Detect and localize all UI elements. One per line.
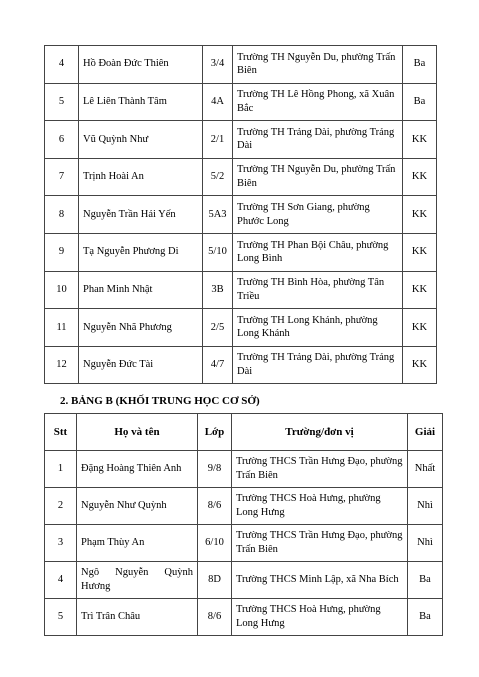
- stt-cell: 10: [45, 271, 79, 309]
- table-row: [45, 158, 437, 196]
- name-cell: Nguyễn Trần Hải Yến: [79, 196, 203, 234]
- unit-cell: Trường TH Lê Hồng Phong, xã Xuân Bắc: [233, 83, 403, 121]
- award-cell: KK: [403, 271, 437, 309]
- stt-cell: 9: [45, 233, 79, 271]
- header-stt: Stt: [45, 414, 77, 451]
- stt-cell: 7: [45, 158, 79, 196]
- table-row: [45, 309, 437, 347]
- stt-cell: 11: [45, 309, 79, 347]
- award-cell: Nhì: [408, 525, 443, 562]
- award-cell: KK: [403, 196, 437, 234]
- table-row: [45, 46, 437, 84]
- unit-cell: Trường TH Phan Bội Châu, phường Long Bình: [233, 233, 403, 271]
- award-cell: Nhì: [408, 488, 443, 525]
- award-cell: KK: [403, 121, 437, 159]
- name-cell: Tạ Nguyễn Phương Di: [79, 233, 203, 271]
- unit-cell: Trường THCS Trần Hưng Đạo, phường Trấn Biên: [232, 525, 408, 562]
- award-cell: Ba: [403, 83, 437, 121]
- stt-cell: 2: [45, 488, 77, 525]
- unit-cell: Trường TH Sơn Giang, phường Phước Long: [233, 196, 403, 234]
- unit-cell: Trường THCS Hoà Hưng, phường Long Hưng: [232, 488, 408, 525]
- class-cell: 8D: [198, 562, 232, 599]
- stt-cell: 12: [45, 346, 79, 384]
- class-cell: 6/10: [198, 525, 232, 562]
- award-cell: KK: [403, 346, 437, 384]
- table-row: [45, 525, 443, 562]
- table-row: [45, 562, 443, 599]
- stt-cell: 8: [45, 196, 79, 234]
- award-cell: Ba: [403, 46, 437, 84]
- table-row: [45, 196, 437, 234]
- table-row: [45, 271, 437, 309]
- award-cell: KK: [403, 158, 437, 196]
- table-row: [45, 599, 443, 636]
- class-cell: 2/1: [203, 121, 233, 159]
- class-cell: 3B: [203, 271, 233, 309]
- stt-cell: 5: [45, 599, 77, 636]
- table-b: [44, 413, 443, 636]
- stt-cell: 3: [45, 525, 77, 562]
- unit-cell: Trường TH Trảng Dài, phường Trảng Dài: [233, 121, 403, 159]
- class-cell: 4A: [203, 83, 233, 121]
- award-cell: KK: [403, 233, 437, 271]
- stt-cell: 1: [45, 451, 77, 488]
- unit-cell: Trường TH Bình Hòa, phường Tân Triều: [233, 271, 403, 309]
- name-cell: [77, 562, 198, 599]
- table-row: [45, 346, 437, 384]
- award-cell: KK: [403, 309, 437, 347]
- name-cell: Hồ Đoàn Đức Thiên: [79, 46, 203, 84]
- class-cell: 4/7: [203, 346, 233, 384]
- table-row: [45, 121, 437, 159]
- class-cell: 5/10: [203, 233, 233, 271]
- class-cell: 2/5: [203, 309, 233, 347]
- name-cell: Vũ Quỳnh Như: [79, 121, 203, 159]
- name-line-2: Hương: [81, 581, 111, 592]
- stt-cell: 4: [45, 46, 79, 84]
- table-row: [45, 83, 437, 121]
- table-a: [44, 45, 437, 384]
- class-cell: 8/6: [198, 599, 232, 636]
- table-header-row: [45, 414, 443, 451]
- stt-cell: 6: [45, 121, 79, 159]
- table-row: [45, 451, 443, 488]
- unit-cell: Trường THCS Hoà Hưng, phường Long Hưng: [232, 599, 408, 636]
- class-cell: 3/4: [203, 46, 233, 84]
- unit-cell: Trường TH Trảng Dài, phường Trảng Dài: [233, 346, 403, 384]
- class-cell: 5A3: [203, 196, 233, 234]
- section-heading: 2. BẢNG B (KHỐI TRUNG HỌC CƠ SỞ): [60, 395, 260, 407]
- name-cell: Nguyễn Nhã Phương: [79, 309, 203, 347]
- stt-cell: 5: [45, 83, 79, 121]
- unit-cell: Trường THCS Minh Lập, xã Nha Bích: [232, 562, 408, 599]
- name-cell: Phạm Thùy An: [77, 525, 198, 562]
- award-cell: Ba: [408, 562, 443, 599]
- name-line-1: Ngô Nguyễn Quỳnh: [81, 567, 193, 579]
- name-cell: Nguyễn Như Quỳnh: [77, 488, 198, 525]
- award-cell: Ba: [408, 599, 443, 636]
- name-cell: Nguyễn Đức Tài: [79, 346, 203, 384]
- name-cell: Phan Minh Nhật: [79, 271, 203, 309]
- class-cell: 9/8: [198, 451, 232, 488]
- award-cell: Nhất: [408, 451, 443, 488]
- name-cell: Trịnh Hoài An: [79, 158, 203, 196]
- name-cell: Trì Trân Châu: [77, 599, 198, 636]
- header-name: Họ và tên: [77, 414, 198, 451]
- unit-cell: Trường THCS Trần Hưng Đạo, phường Trấn Biên: [232, 451, 408, 488]
- header-award: Giải: [408, 414, 443, 451]
- class-cell: 8/6: [198, 488, 232, 525]
- name-cell: Đặng Hoàng Thiên Anh: [77, 451, 198, 488]
- class-cell: 5/2: [203, 158, 233, 196]
- unit-cell: Trường TH Nguyễn Du, phường Trấn Biên: [233, 158, 403, 196]
- stt-cell: 4: [45, 562, 77, 599]
- table-row: [45, 233, 437, 271]
- table-row: [45, 488, 443, 525]
- header-unit: Trường/đơn vị: [232, 414, 408, 451]
- unit-cell: Trường TH Nguyễn Du, phường Trấn Biên: [233, 46, 403, 84]
- name-cell: Lê Liên Thành Tâm: [79, 83, 203, 121]
- header-class: Lớp: [198, 414, 232, 451]
- unit-cell: Trường TH Long Khánh, phường Long Khánh: [233, 309, 403, 347]
